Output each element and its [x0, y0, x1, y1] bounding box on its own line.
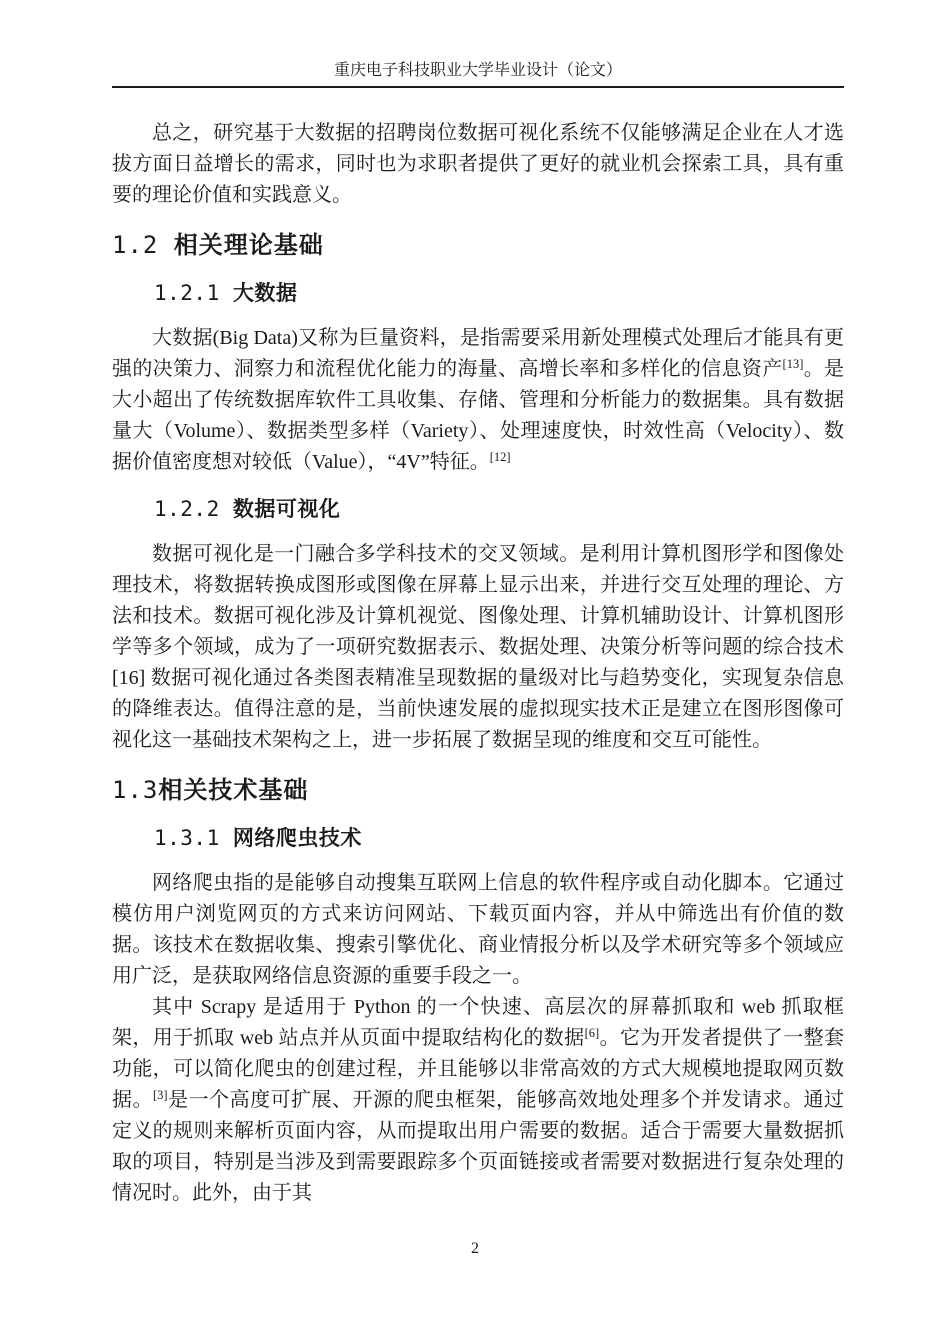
intro-text: 总之，研究基于大数据的招聘岗位数据可视化系统不仅能够满足企业在人才选拔方面日益增长的需求，同时也为求职者提供了更好的就业机会探索工具，具有重要的理论价值和实践意义。: [112, 122, 844, 206]
subsection-1-2-1-number: 1.2.1: [154, 281, 233, 305]
citation-6: [6]: [584, 1026, 600, 1040]
section-1-3-number: 1.3: [112, 776, 159, 804]
dataviz-text: 数据可视化是一门融合多学科技术的交叉领域。是利用计算机图形学和图像处理技术，将数据转换成图形或图像在屏幕上显示出来，并进行交互处理的理论、方法和技术。数据可视化涉及计算机视觉、图像处理、计算机辅助设计、计算机图形学等多个领域，成为了一项研究数据表示、数据处理、决策分析等问题的综合技术[16] 数据可视化通过各类图表精准呈现数据的量级对比与趋势变化，实现复杂信息的降维表达。值得注意的是，当前快速发展的虚拟现实技术正是建立在图形图像可视化这一基础技术架构之上，进一步拓展了数据呈现的维度和交互可能性。: [112, 543, 844, 751]
section-1-2-title: 相关理论基础: [173, 232, 324, 259]
section-1-2-number: 1.2: [112, 231, 174, 259]
bigdata-paragraph: [112, 323, 844, 478]
subsection-1-3-1-number: 1.3.1: [154, 826, 233, 850]
citation-13: [13]: [782, 357, 804, 371]
scrapy-text-3: 是一个高度可扩展、开源的爬虫框架，能够高效地处理多个并发请求。通过定义的规则来解析页面内容，从而提取出用户需要的数据。适合于需要大量数据抓取的项目，特别是当涉及到需要跟踪多个页面链接或者需要对数据进行复杂处理的情况时。此外，由于其: [112, 1089, 845, 1204]
page-number: 2: [471, 1240, 479, 1257]
crawler-text: 网络爬虫指的是能够自动搜集互联网上信息的软件程序或自动化脚本。它通过模仿用户浏览网页的方式来访问网站、下载页面内容，并从中筛选出有价值的数据。该技术在数据收集、搜索引擎优化、商业情报分析以及学术研究等多个领域应用广泛，是获取网络信息资源的重要手段之一。: [112, 872, 844, 987]
bigdata-text-2: 。是大小超出了传统数据库软件工具收集、存储、管理和分析能力的数据集。具有数据量大（Volume）、数据类型多样（Variety）、处理速度快，时效性高（Velocity）、数据价值密度想对较低（Value），“4V”特征。: [112, 358, 845, 473]
citation-3: [3]: [153, 1088, 168, 1102]
scrapy-paragraph: [112, 992, 844, 1209]
section-1-3-heading: [112, 774, 844, 807]
subsection-1-2-2-heading: [154, 494, 844, 525]
page-header: [112, 60, 844, 88]
scrapy-text-2: 。它为开发者提供了一整套功能，可以简化爬虫的创建过程，并且能够以非常高效的方式大规模地提取网页数据。: [112, 1027, 845, 1111]
dataviz-paragraph: [112, 539, 844, 756]
subsection-1-3-1-title: 网络爬虫技术: [232, 827, 362, 850]
subsection-1-2-2-title: 数据可视化: [232, 498, 341, 521]
page-footer: [0, 1240, 950, 1258]
bigdata-text-1: 大数据(Big Data)又称为巨量资料，是指需要采用新处理模式处理后才能具有更强的决策力、洞察力和流程优化能力的海量、高增长率和多样化的信息资产: [112, 327, 844, 380]
section-1-2-heading: [112, 229, 844, 262]
citation-12: [12]: [489, 450, 511, 464]
subsection-1-2-1-title: 大数据: [232, 282, 298, 305]
crawler-paragraph: [112, 868, 844, 992]
subsection-1-2-1-heading: [154, 278, 844, 309]
subsection-1-2-2-number: 1.2.2: [154, 497, 233, 521]
header-title: 重庆电子科技职业大学毕业设计（论文）: [333, 62, 622, 79]
intro-paragraph: [112, 118, 844, 211]
scrapy-text-1: 其中 Scrapy 是适用于 Python 的一个快速、高层次的屏幕抓取和 web 抓取框架，用于抓取 web 站点并从页面中提取结构化的数据: [112, 996, 844, 1049]
section-1-3-title: 相关技术基础: [158, 777, 309, 804]
subsection-1-3-1-heading: [154, 823, 844, 854]
